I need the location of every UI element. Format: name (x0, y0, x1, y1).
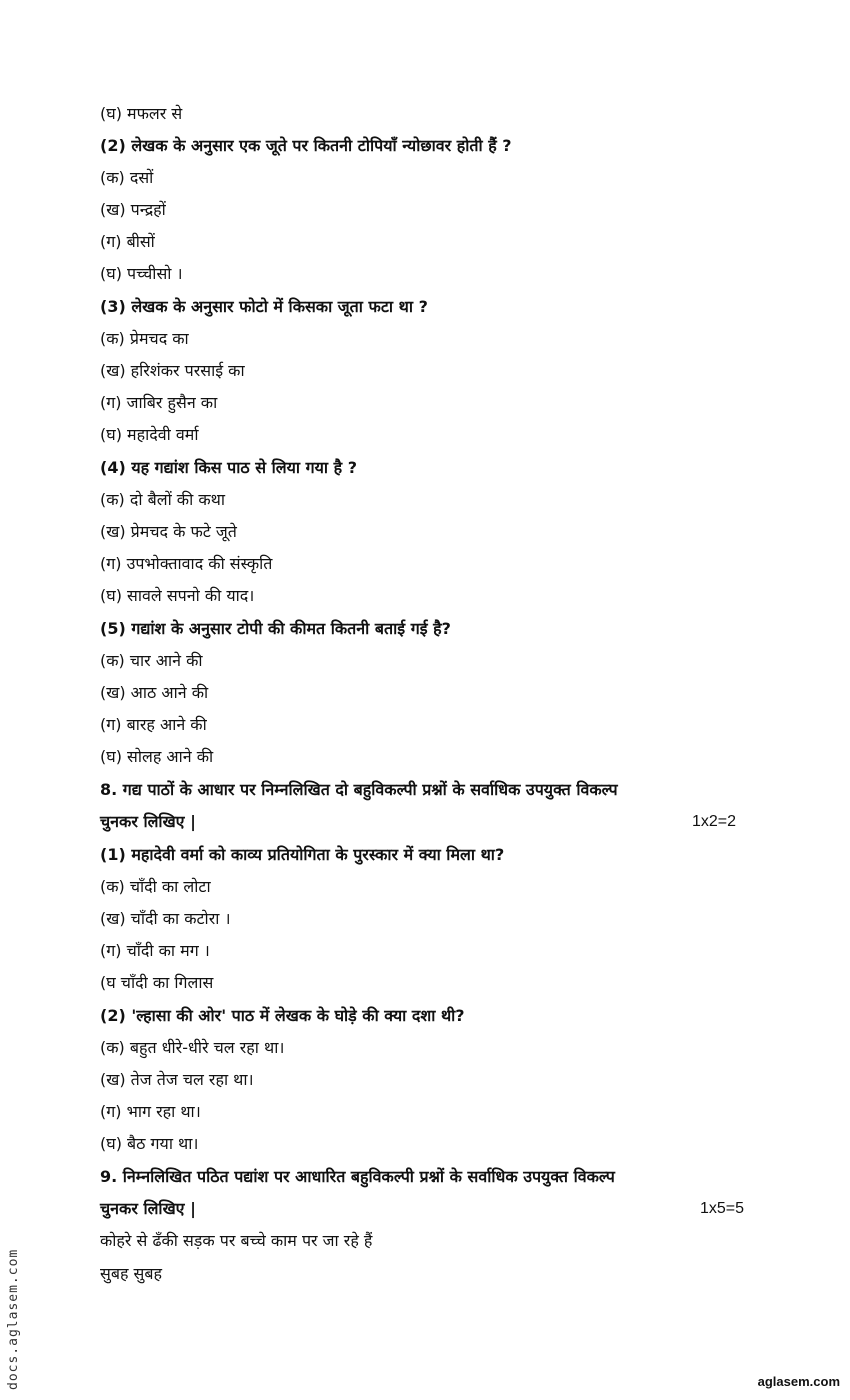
option-line: (घ) सावले सपनो की याद। (100, 586, 255, 605)
option-line: (ख) तेज तेज चल रहा था। (100, 1070, 254, 1089)
option-line: (ग) बीसों (100, 232, 155, 251)
marks-q8: 1x2=2 (692, 813, 737, 830)
section-heading-8-cont: चुनकर लिखिए | (100, 812, 196, 831)
option-line: (ग) जाबिर हुसैन का (100, 393, 218, 412)
section-heading-8: 8. गद्य पाठों के आधार पर निम्नलिखित दो बहुविकल्पी प्रश्नों के सर्वाधिक उपयुक्त विकल्प (100, 780, 618, 799)
option-line: (ख) प्रेमचद के फटे जूते (100, 522, 237, 541)
option-line: (घ) सोलह आने की (100, 747, 214, 766)
option-line: (ख) हरिशंकर परसाई का (100, 361, 245, 380)
option-line: (घ चाँदी का गिलास (100, 973, 214, 992)
question-line: (4) यह गद्यांश किस पाठ से लिया गया है ? (100, 458, 357, 477)
poem-line: कोहरे से ढँकी सड़क पर बच्चे काम पर जा रहे हैं (100, 1231, 373, 1250)
option-line: (ग) बारह आने की (100, 715, 207, 734)
option-line: (ख) आठ आने की (100, 683, 209, 702)
poem-line: सुबह सुबह (100, 1264, 162, 1283)
option-line: (क) बहुत धीरे-धीरे चल रहा था। (100, 1038, 285, 1057)
footer-brand: aglasem.com (757, 1374, 840, 1389)
question-line: (3) लेखक के अनुसार फोटो में किसका जूता फटा था ? (100, 297, 428, 316)
option-line: (क) चार आने की (100, 651, 203, 670)
option-line: (क) चाँदी का लोटा (100, 877, 211, 896)
option-line: (ख) चाँदी का कटोरा । (100, 909, 231, 928)
option-line: (ग) उपभोक्तावाद की संस्कृति (100, 554, 273, 573)
option-line: (घ) महादेवी वर्मा (100, 425, 199, 444)
option-line: (घ) पच्चीसो । (100, 264, 183, 283)
option-line: (क) दो बैलों की कथा (100, 490, 225, 509)
question-line: (5) गद्यांश के अनुसार टोपी की कीमत कितनी बताई गई है? (100, 619, 451, 638)
question-line: (2) 'ल्हासा की ओर' पाठ में लेखक के घोड़े की क्या दशा थी? (100, 1006, 465, 1025)
question-line: (1) महादेवी वर्मा को काव्य प्रतियोगिता के पुरस्कार में क्या मिला था? (100, 845, 505, 864)
marks-q9: 1x5=5 (700, 1200, 745, 1217)
option-line: (ख) पन्द्रहों (100, 200, 166, 219)
option-line: (ग) भाग रहा था। (100, 1102, 201, 1121)
section-heading-9-cont: चुनकर लिखिए | (100, 1199, 196, 1218)
option-line: (क) प्रेमचद का (100, 329, 189, 348)
section-heading-9: 9. निम्नलिखित पठित पद्यांश पर आधारित बहुविकल्पी प्रश्नों के सर्वाधिक उपयुक्त विकल्प (100, 1167, 615, 1186)
option-line: (ग) चाँदी का मग । (100, 941, 210, 960)
option-line: (क) दसों (100, 168, 154, 187)
question-line: (2) लेखक के अनुसार एक जूते पर कितनी टोपियाँ न्योछावर होती हैं ? (100, 136, 512, 155)
option-line: (घ) मफलर से (100, 104, 183, 123)
option-line: (घ) बैठ गया था। (100, 1134, 199, 1153)
side-watermark: docs.aglasem.com (6, 1248, 21, 1390)
